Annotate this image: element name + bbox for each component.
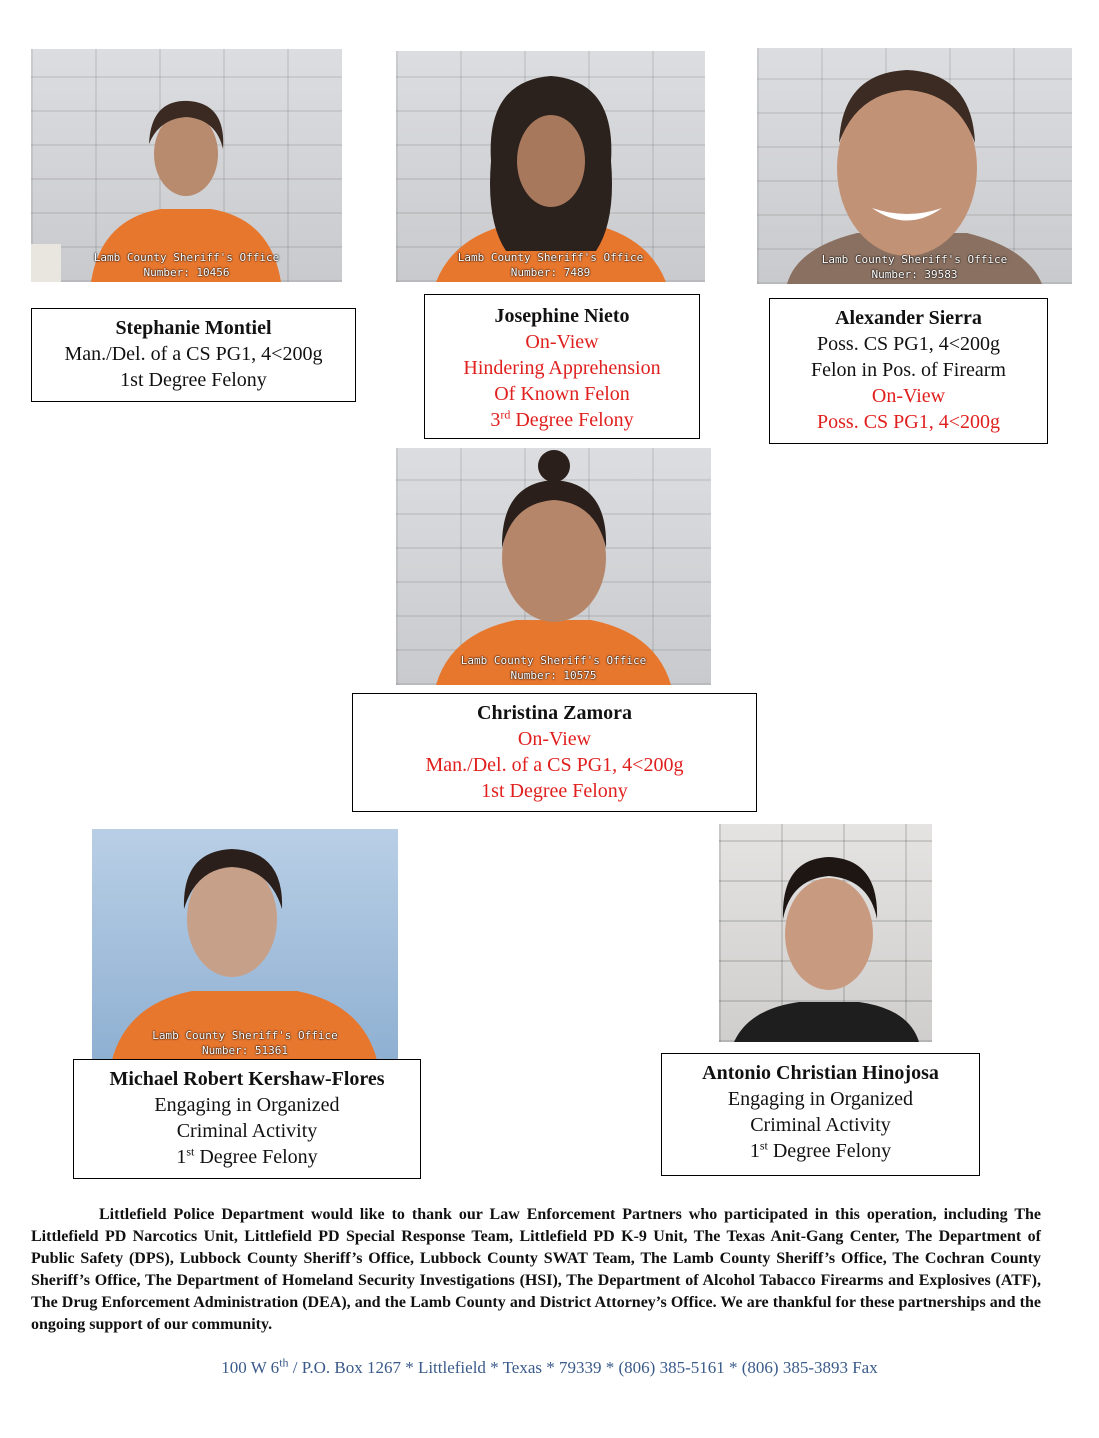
charge-line: Man./Del. of a CS PG1, 4<200g: [425, 754, 684, 776]
booking-number: Number: 10456: [143, 266, 230, 279]
charge-line: Engaging in Organized: [727, 1088, 914, 1110]
person-name: Antonio Christian Hinojosa: [702, 1062, 939, 1084]
charge-line: 3rd Degree Felony: [490, 407, 634, 431]
booking-number: Number: 51361: [201, 1044, 289, 1057]
person-silhouette: [92, 829, 398, 1060]
charge-line: Engaging in Organized: [154, 1094, 340, 1116]
caption-box-stephanie-montiel: [31, 308, 356, 402]
person-name: Stephanie Montiel: [115, 317, 272, 339]
charge-line: Of Known Felon: [494, 383, 630, 405]
charge-line: On-View: [871, 385, 946, 407]
mugshot-antonio-hinojosa: [719, 824, 932, 1042]
person-silhouette: [31, 49, 342, 282]
charge-line: 1st Degree Felony: [120, 369, 267, 391]
mugshot-christina-zamora: [396, 448, 711, 685]
caption-box-antonio-hinojosa: [661, 1053, 980, 1176]
booking-number: Number: 10575: [510, 669, 597, 682]
charge-line: Poss. CS PG1, 4<200g: [817, 411, 1000, 433]
caption-box-christina-zamora: [352, 693, 757, 812]
booking-number: Number: 39583: [871, 268, 958, 281]
charge-line: Man./Del. of a CS PG1, 4<200g: [64, 343, 323, 365]
mugshot-alexander-sierra: [757, 48, 1072, 284]
sheriff-watermark: Lamb County Sheriff's Office Number: 7489: [396, 250, 705, 280]
sheriff-watermark: Lamb County Sheriff's Office Number: 10575: [396, 653, 711, 683]
person-silhouette: [396, 51, 705, 282]
sheriff-watermark: Lamb County Sheriff's Office Number: 10456: [31, 250, 342, 280]
person-silhouette: [757, 48, 1072, 284]
charge-line: Criminal Activity: [176, 1120, 318, 1142]
caption-box-michael-kershaw-flores: [73, 1059, 421, 1179]
caption-box-alexander-sierra: [769, 298, 1048, 444]
person-name: Alexander Sierra: [835, 307, 982, 329]
person-name: Josephine Nieto: [494, 305, 630, 327]
sheriff-watermark: Lamb County Sheriff's Office Number: 51361: [92, 1028, 398, 1058]
person-name: Michael Robert Kershaw-Flores: [109, 1068, 385, 1090]
address-footer: 100 W 6th / P.O. Box 1267 * Littlefield * Texas * 79339 * (806) 385-5161 * (806) 385-3893 Fax: [221, 1355, 878, 1377]
sheriff-watermark: Lamb County Sheriff's Office Number: 39583: [757, 252, 1072, 282]
mugshot-michael-kershaw-flores: [92, 829, 398, 1060]
charge-line: 1st Degree Felony: [749, 1138, 892, 1162]
person-silhouette: [719, 824, 932, 1042]
charge-line: On-View: [517, 728, 592, 750]
mugshot-josephine-nieto: [396, 51, 705, 282]
booking-number: Number: 7489: [510, 266, 591, 279]
thank-you-paragraph: Littlefield Police Department would like to thank our Law Enforcement Partners who participated in this operation, including The Littlefield PD Narcotics Unit, Littlefield PD Special Response Team, Littlefield PD K-9 Unit, The Texas Anit-Gang Center, The Department of Public Safety (DPS), Lubbock County Sheriff’s Office, Lubbock County SWAT Team, The Lamb County Sheriff’s Office, The Cochran County Sheriff’s Office, The Department of Homeland Security Investigations (HSI), The Department of Alcohol Tabacco Firearms and Explosives (ATF), The Drug Enforcement Administration (DEA), and the Lamb County and District Attorney’s Office. We are thankful for these partnerships and the ongoing support of our community.: [31, 1206, 1041, 1333]
charge-line: Poss. CS PG1, 4<200g: [817, 333, 1000, 355]
charge-line: Hindering Apprehension: [463, 357, 661, 379]
charge-line: 1st Degree Felony: [176, 1144, 318, 1168]
charge-line: On-View: [525, 331, 599, 353]
charge-line: Felon in Pos. of Firearm: [811, 359, 1006, 381]
caption-box-josephine-nieto: [424, 294, 700, 439]
charge-line: Criminal Activity: [750, 1114, 891, 1136]
charge-line: 1st Degree Felony: [481, 780, 628, 802]
person-name: Christina Zamora: [477, 702, 632, 724]
mugshot-stephanie-montiel: [31, 49, 342, 282]
person-silhouette: [396, 448, 711, 685]
